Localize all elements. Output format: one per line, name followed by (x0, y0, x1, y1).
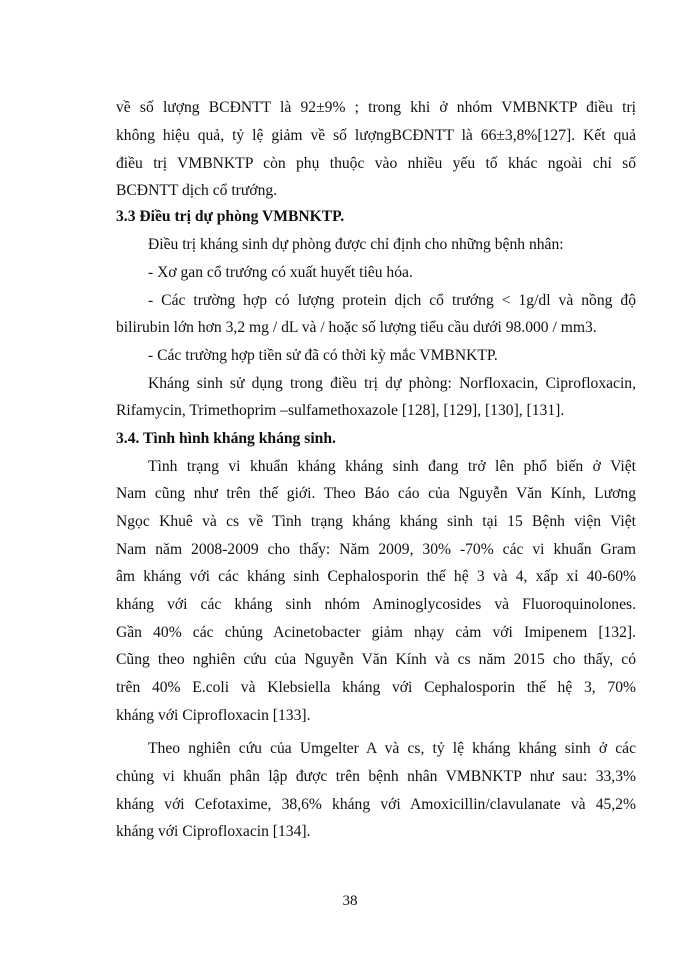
text-line: Rifamycin, Trimethoprim –sulfamethoxazole [128], [129], [130], [131]. (116, 402, 565, 419)
list-item: - Các trường hợp tiền sử đã có thời kỳ mắc VMBNKTP. (148, 347, 498, 364)
list-item: - Xơ gan cổ trướng có xuất huyết tiêu hóa. (148, 264, 413, 281)
text-line: kháng với các kháng sinh nhóm Aminoglycosides và Fluoroquinolones. (116, 596, 636, 613)
text-line: Nam năm 2008-2009 cho thấy: Năm 2009, 30% -70% các vi khuẩn Gram (116, 541, 636, 558)
section-heading: 3.4. Tình hình kháng kháng sinh. (116, 430, 336, 447)
text-line: Gần 40% các chủng Acinetobacter giảm nhạy cảm với Imipenem [132]. (116, 624, 636, 641)
text-line: kháng với Ciprofloxacin [133]. (116, 707, 311, 724)
text-line: không hiệu quả, tỷ lệ giảm về số lượngBCĐNTT là 66±3,8%[127]. Kết quả (116, 127, 636, 144)
text-line: Điều trị kháng sinh dự phòng được chỉ định cho những bệnh nhân: (148, 236, 564, 253)
text-line: kháng với Cefotaxime, 38,6% kháng với Amoxicillin/clavulanate và 45,2% (116, 796, 636, 813)
list-item: - Các trường hợp có lượng protein dịch cổ trướng < 1g/dl và nồng độ (148, 292, 636, 309)
text-line: trên 40% E.coli và Klebsiella kháng với Cephalosporin thế hệ 3, 70% (116, 679, 636, 696)
page-number: 38 (342, 893, 358, 909)
text-line: kháng với Ciprofloxacin [134]. (116, 823, 311, 840)
text-line: Tình trạng vi khuẩn kháng kháng sinh đang trở lên phổ biến ở Việt (148, 458, 636, 475)
text-line: Ngọc Khuê và cs về Tình trạng kháng kháng sinh tại 15 Bệnh viện Việt (116, 513, 636, 530)
section-heading: 3.3 Điều trị dự phòng VMBNKTP. (116, 208, 345, 225)
text-line: Cũng theo nghiên cứu của Nguyễn Văn Kính và cs năm 2015 cho thấy, có (116, 651, 636, 668)
text-line: chủng vi khuẩn phân lập được trên bệnh nhân VMBNKTP như sau: 33,3% (116, 768, 636, 785)
text-line: bilirubin lớn hơn 3,2 mg / dL và / hoặc số lượng tiểu cầu dưới 98.000 / mm3. (116, 319, 597, 336)
text-line: Nam cũng như trên thế giới. Theo Báo cáo của Nguyễn Văn Kính, Lương (116, 485, 636, 502)
text-line: Kháng sinh sử dụng trong điều trị dự phòng: Norfloxacin, Ciprofloxacin, (148, 375, 636, 392)
text-line: Theo nghiên cứu của Umgelter A và cs, tỷ lệ kháng kháng sinh ở các (148, 740, 636, 757)
text-line: BCĐNTT dịch cổ trướng. (116, 182, 278, 199)
text-line: âm kháng với các kháng sinh Cephalosporin thế hệ 3 và 4, xấp xỉ 40-60% (116, 568, 636, 585)
text-line: về số lượng BCĐNTT là 92±9% ; trong khi ở nhóm VMBNKTP điều trị (116, 99, 636, 116)
text-line: điều trị VMBNKTP còn phụ thuộc vào nhiều yếu tố khác ngoài chỉ số (116, 155, 636, 172)
